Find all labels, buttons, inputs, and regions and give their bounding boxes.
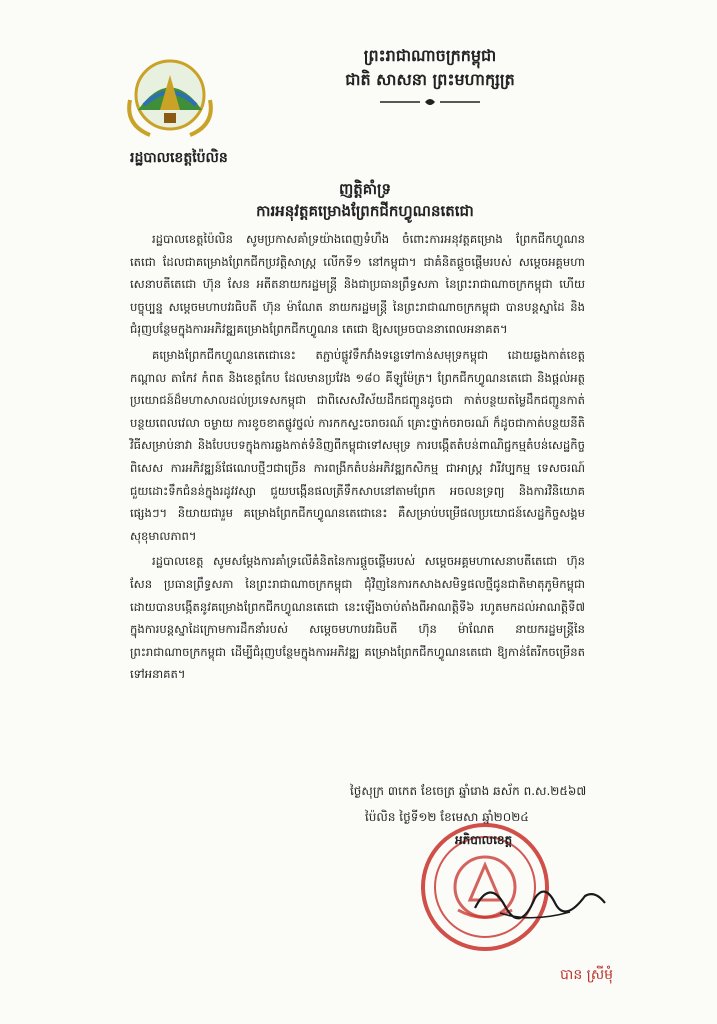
- kingdom-title: ព្រះរាជាណាចក្រកម្ពុជា: [363, 46, 497, 65]
- document-body: [130, 228, 585, 689]
- provincial-emblem-icon: [120, 55, 220, 140]
- title-line-2: ការអនុវត្តគម្រោងព្រែកជីកហ្វូណនតេជោ: [256, 202, 474, 220]
- place-date-line: ប៉ៃលិន ថ្ងៃទី១២ ខែមេសា ឆ្នាំ២០២៤: [365, 810, 529, 824]
- paragraph-1: រដ្ឋបាលខេត្តប៉ៃលិន សូមប្រកាសគាំទ្រយ៉ាងពេញទំហឹង ចំពោះការអនុវត្តគម្រោង ព្រែកជីកហ្វូណន តេជោ ដែលជាគម្រោងព្រែកជីកប្រវត្តិសាស្ត្រ លើកទី១ នៅកម្ពុជា។ ជាគំនិតផ្តួចផ្តើមរបស់ សម្តេចអគ្គមហាសេនាបតីតេជោ ហ៊ុន សែន អតីតនាយករដ្ឋមន្ត្រី និងជាប្រធានព្រឹទ្ធសភា នៃព្រះរាជាណាចក្រកម្ពុជា ហើយបច្ចុប្បន្ន សម្តេចមហាបវរធិបតី ហ៊ុន ម៉ាណែត នាយករដ្ឋមន្ត្រី នៃព្រះរាជាណាចក្រកម្ពុជា បានបន្តស្នាដៃ និងជំរុញបន្ថែមក្នុងការអភិវឌ្ឍគម្រោងព្រែកជីកហ្វូណន តេជោ ឱ្យសម្រេចបាននាពេលអនាគត។: [130, 232, 585, 337]
- paragraph-3: រដ្ឋបាលខេត្ត សូមសម្តែងការគាំទ្រលើគំនិតនៃការផ្តួចផ្តើមរបស់ សម្តេចអគ្គមហាសេនាបតីតេជោ ហ៊ុន សែន ប្រធានព្រឹទ្ធសភា នៃព្រះរាជាណាចក្រកម្ពុជា ជុំវិញនៃការកសាងសមិទ្ធផលថ្មីជូនជាតិមាតុភូមិកម្ពុជា ដោយបានបង្កើតនូវគម្រោងព្រែកជីកហ្វូណនតេជោ នេះឡើងចាប់តាំងពីអាណត្តិទី៦ រហូតមកដល់អាណត្តិទី៧ ក្នុងការបន្តស្នាដៃក្រោមការដឹកនាំរបស់ សម្តេចមហាបវរធិបតី ហ៊ុន ម៉ាណែត នាយករដ្ឋមន្ត្រីនៃព្រះរាជាណាចក្រកម្ពុជា ដើម្បីជំរុញបន្ថែមក្នុងការអភិវឌ្ឍ គម្រោងព្រែកជីកហ្វូណនតេជោ ឱ្យកាន់តែរីកចម្រើនតទៅអនាគត។: [130, 554, 585, 682]
- signatory-title: អភិបាលខេត្ត: [455, 833, 513, 847]
- handwritten-signature-icon: [470, 868, 610, 928]
- paragraph-2: គម្រោងព្រែកជីកហ្វូណនតេជោនេះ តភ្ជាប់ផ្លូវទឹកវាំងទន្លេទៅកាន់សមុទ្រកម្ពុជា ដោយឆ្លងកាត់ខេត្តកណ្តាល តាកែវ កំពត និងខេត្តកែប ដែលមានប្រវែង ១៨០ គីឡូម៉ែត្រ។ ព្រែកជីកហ្វូណនតេជោ និងផ្តល់អត្ថប្រយោជន៍ដ៏មហាសាលដល់ប្រទេសកម្ពុជា ជាពិសេសវិស័យដឹកជញ្ជូនដូចជា កាត់បន្ថយតម្លៃដឹកជញ្ជូនកាត់បន្ថយពេលវេលា ចម្ងាយ ការខូចខាតផ្លូវថ្នល់ ការកកស្ទះចរាចរណ៍ គ្រោះថ្នាក់ចរាចរណ៍ ក៏ដូចជាកាត់បន្ថយនីតិវិធីសម្រាប់នាវា និងបែបបទក្នុងការឆ្លងកាត់ទំនិញពីកម្ពុជាទៅសមុទ្រ ការបង្កើតតំបន់ពាណិជ្ជកម្មតំបន់សេដ្ឋកិច្ចពិសេស ការអភិវឌ្ឍន៍ផែណេបថ្មីៗជាច្រើន ការពង្រីកតំបន់អភិវឌ្ឍកសិកម្ម ជាអាស្រ្ត វារីវប្បកម្ម ទេសចរណ៍ ជួយដោះទឹកជំនន់ក្នុងរដូវវស្សា ជួយបង្កើនផលត្រីទឹកសាបនៅតាមព្រែក អចលនទ្រព្យ និងការវិនិយោគផ្សេងៗ។ និយាយជារួម គម្រោងព្រែកជីកហ្វូណនតេជោនេះ គឺសម្រាប់បម្រើផលប្រយោជន៍សេដ្ឋកិច្ចសង្គមសុខុមាលភាព។: [130, 347, 585, 543]
- signer-name: បាន ស្រីមុំ: [560, 967, 614, 983]
- document-title: [150, 178, 580, 222]
- issuing-agency: រដ្ឋបាលខេត្តប៉ៃលិន: [130, 150, 228, 166]
- lunar-date-line: ថ្ងៃសុក្រ ៣កេត ខែចេត្រ ឆ្នាំរោង ឆស័ក ព.ស.២៥៦៧: [350, 784, 587, 798]
- national-motto: ជាតិ សាសនា ព្រះមហាក្សត្រ: [345, 70, 515, 89]
- title-line-1: ញត្តិគាំទ្រ: [338, 180, 392, 198]
- ornament-divider-icon: [370, 95, 490, 109]
- letterhead: [200, 44, 660, 116]
